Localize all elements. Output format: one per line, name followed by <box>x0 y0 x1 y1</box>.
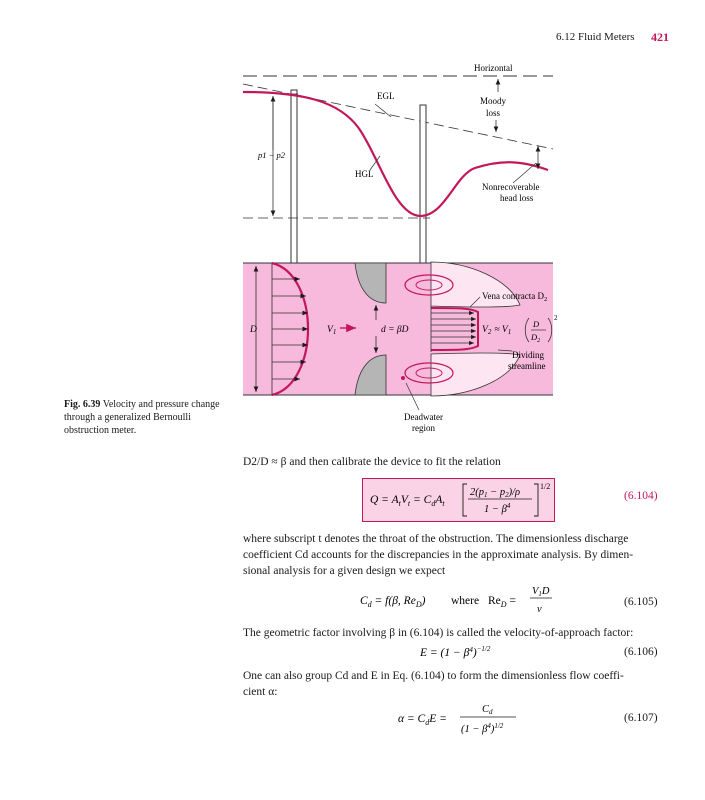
paragraph-1-line-3: sional analysis for a given design we expect <box>243 565 446 577</box>
paragraph-1-line-1: where subscript t denotes the throat of the obstruction. The dimensionless discharge <box>243 533 629 545</box>
moody-label: Moody <box>480 96 507 106</box>
figure-caption-text: Velocity and pressure change through a generalized Bernoulli obstruction meter. <box>64 399 220 436</box>
page-number: 421 <box>651 30 669 44</box>
svg-text:V1D: V1D <box>532 586 550 598</box>
paragraph-3-line-2: cient α: <box>243 686 278 698</box>
throat-pressure-tap <box>420 105 426 265</box>
egl-label: EGL <box>377 91 395 101</box>
equation-6-104 <box>362 478 557 522</box>
svg-text:D: D <box>533 319 540 329</box>
v2-label: $V_2 \approx V_1$ <box>482 325 512 336</box>
equation-6-106-number: (6.106) <box>624 646 658 658</box>
svg-text:D2: $D_2$ <box>531 332 541 344</box>
p1-p2-label: p1 − p2 <box>258 150 285 160</box>
equation-6-107-number: (6.107) <box>624 712 658 724</box>
svg-text:1/2: 1/2 <box>540 482 551 491</box>
paragraph-3 <box>243 668 673 700</box>
equation-6-104-number: (6.104) <box>624 490 658 502</box>
equation-6-105 <box>360 582 560 616</box>
svg-text:ReD =: $Re_D$ = <box>488 595 516 609</box>
v1-label: $V_1$ <box>327 325 337 336</box>
upstream-pressure-tap <box>291 90 297 265</box>
loss-label: loss <box>486 108 501 118</box>
paragraph-1-line-2: coefficient Cd accounts for the discrepancies in the approximate analysis. By dimen- <box>243 549 634 561</box>
hgl-label: HGL <box>355 169 374 179</box>
dividing-label: Dividing <box>512 350 545 360</box>
svg-text:Q = AtVt = CdAt: $Q = A_tV_t = C_dA_t$ <box>370 494 445 508</box>
svg-text:Cd: Cd <box>482 704 493 716</box>
svg-text:(1 − β4)1/2: $(1 - \beta^4)^{1/2}$ <box>461 722 504 735</box>
text-line-1: D2/D ≈ β and then calibrate the device to fit the relation <box>243 456 501 468</box>
svg-text:2(p1 − p2)/ρ: 2(p1 − p2)/ρ <box>470 487 521 499</box>
head-loss-label: head loss <box>500 193 534 203</box>
svg-text:2: 2 <box>554 314 558 322</box>
equation-6-107 <box>398 700 538 740</box>
nonrecoverable-label: Nonrecoverable <box>482 182 540 192</box>
paragraph-3-line-1: One can also group Cd and E in Eq. (6.104) to form the dimensionless flow coeffi- <box>243 670 624 682</box>
figure-caption <box>64 398 224 437</box>
region-label: region <box>412 423 435 433</box>
vena-contracta-label: Vena contracta $D_2$ <box>482 291 548 303</box>
svg-text:Cd = f(β, ReD): $C_d = f(\beta$, $Re_D$) <box>360 595 426 609</box>
streamline-label: streamline <box>508 361 546 371</box>
where-label: where <box>451 595 480 607</box>
paragraph-2: The geometric factor involving β in (6.104) is called the velocity-of-approach factor: <box>243 627 634 639</box>
diameter-label: D <box>250 325 257 335</box>
equation-6-105-number: (6.105) <box>624 596 658 608</box>
svg-text:α = CdE =: $\alpha = C_dE$ = <box>398 713 447 727</box>
throat-diameter-label: d = βD <box>381 325 409 335</box>
paragraph-1 <box>243 531 668 579</box>
deadwater-label: Deadwater <box>404 412 443 422</box>
svg-text:ν: ν <box>537 604 542 615</box>
figure-label: Fig. 6.39 <box>64 399 101 410</box>
equation-6-106 <box>420 640 540 662</box>
horizontal-label: Horizontal <box>474 63 513 73</box>
running-header-section: 6.12 Fluid Meters <box>556 31 635 43</box>
svg-text:1 − β4: $1 - \beta^4$ <box>484 502 511 515</box>
svg-text:E = (1 − β4)−1/2: $E = (1 - \beta^4)^{-1/2}$ <box>420 645 491 659</box>
